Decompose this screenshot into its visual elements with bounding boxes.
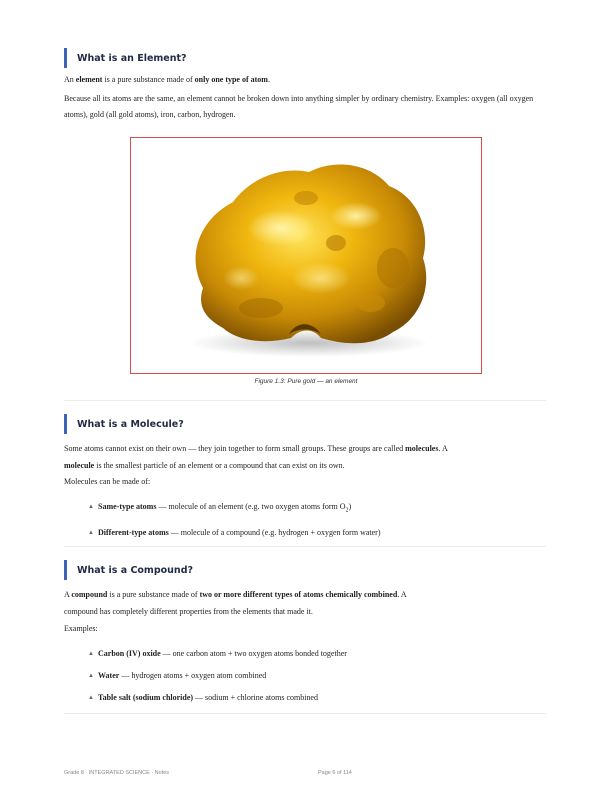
bullet-triangle-icon: ▲ bbox=[88, 651, 94, 657]
footer-page-number: Page 6 of 114 bbox=[318, 770, 352, 776]
section-divider bbox=[64, 546, 546, 547]
figure-caption: Figure 1.3: Pure gold — an element bbox=[254, 378, 358, 385]
compound-heading: What is a Compound? bbox=[64, 560, 546, 580]
compound-examples-intro: Examples: bbox=[64, 624, 98, 633]
bullet-triangle-icon: ▲ bbox=[88, 504, 94, 510]
molecule-section bbox=[64, 414, 546, 434]
molecule-heading: What is a Molecule? bbox=[64, 414, 546, 434]
molecule-definition: Some atoms cannot exist on their own — they join together to form small groups. These groups are called molecules. A bbox=[64, 444, 448, 453]
gold-nugget-figure bbox=[130, 137, 482, 374]
compound-definition: A compound is a pure substance made of two or more different types of atoms chemically combined. A bbox=[64, 590, 407, 599]
footer-course-label: Grade 8 · INTEGRATED SCIENCE · Notes bbox=[64, 770, 170, 776]
compound-properties: compound has completely different properties from the elements that made it. bbox=[64, 607, 313, 616]
compound-section bbox=[64, 560, 546, 580]
molecule-smallest-particle: molecule is the smallest particle of an element or a compound that can exist on its own. bbox=[64, 461, 345, 470]
list-item: ▲ Water — hydrogen atoms + oxygen atom combined bbox=[64, 665, 546, 687]
molecule-types-intro: Molecules can be made of: bbox=[64, 477, 151, 486]
bullet-triangle-icon: ▲ bbox=[88, 695, 94, 701]
molecule-types-list bbox=[64, 496, 546, 544]
gold-nugget-icon bbox=[131, 138, 481, 373]
section-divider bbox=[64, 713, 546, 714]
element-section bbox=[64, 48, 546, 68]
element-explanation: Because all its atoms are the same, an element cannot be broken down into anything simpler by ordinary chemistry. Examples: oxygen (all oxygen atoms), gold (all gold atoms), iron, carbon, hydrogen. bbox=[64, 94, 534, 119]
element-heading: What is an Element? bbox=[64, 48, 546, 68]
list-item: ▲ Carbon (IV) oxide — one carbon atom + two oxygen atoms bonded together bbox=[64, 643, 546, 665]
element-definition: An element is a pure substance made of only one type of atom. bbox=[64, 75, 270, 84]
list-item: ▲ Table salt (sodium chloride) — sodium + chlorine atoms combined bbox=[64, 687, 546, 709]
section-divider bbox=[64, 400, 546, 401]
list-item: ▲ Different-type atoms — molecule of a compound (e.g. hydrogen + oxygen form water) bbox=[64, 522, 546, 544]
list-item: ▲ Same-type atoms — molecule of an element (e.g. two oxygen atoms form $O_2$) bbox=[64, 496, 546, 522]
bullet-triangle-icon: ▲ bbox=[88, 529, 94, 536]
bullet-triangle-icon: ▲ bbox=[88, 673, 94, 679]
compound-examples-list bbox=[64, 643, 546, 709]
